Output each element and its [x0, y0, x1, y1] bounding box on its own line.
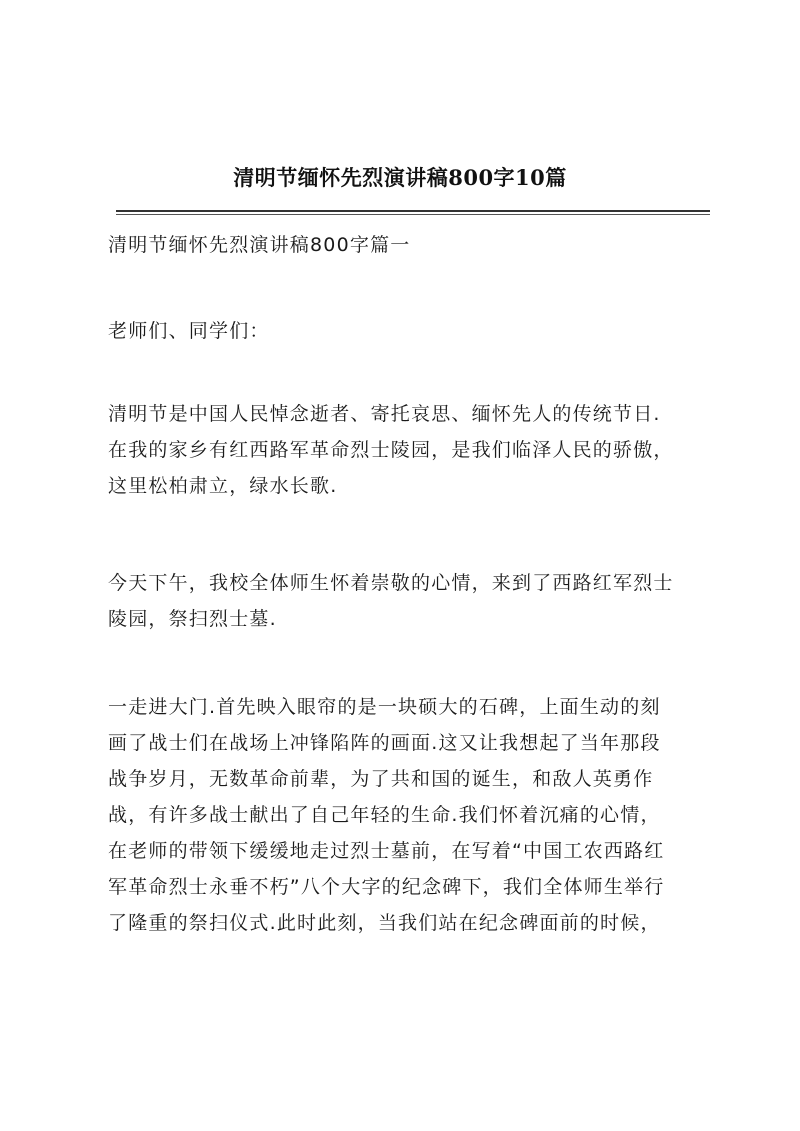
paragraph-line: 陵园，祭扫烈士墓. — [108, 608, 277, 630]
paragraph-line: 在我的家乡有红西路军革命烈士陵园，是我们临泽人民的骄傲， — [108, 439, 674, 461]
paragraph-line: 在老师的带领下缓缓地走过烈士墓前，在写着“中国工农西路红 — [108, 840, 665, 862]
document-title: 清明节缅怀先烈演讲稿800字10篇 — [233, 165, 567, 190]
paragraph-line: 一走进大门.首先映入眼帘的是一块硕大的石碑，上面生动的刻 — [108, 696, 661, 718]
paragraph-line: 战争岁月，无数革命前辈，为了共和国的诞生，和敌人英勇作 — [108, 768, 654, 790]
paragraph-line: 了隆重的祭扫仪式.此时此刻，当我们站在纪念碑面前的时候， — [108, 912, 661, 934]
title-divider-thin — [116, 214, 710, 215]
paragraph-1 — [108, 396, 708, 504]
greeting-block — [108, 313, 708, 349]
paragraph-line: 画了战士们在战场上冲锋陷阵的画面.这又让我想起了当年那段 — [108, 732, 661, 754]
paragraph-line: 战，有许多战士献出了自己年轻的生命.我们怀着沉痛的心情， — [108, 804, 661, 826]
section-heading: 清明节缅怀先烈演讲稿800字篇一 — [108, 234, 411, 256]
paragraph-line: 军革命烈士永垂不朽”八个大字的纪念碑下，我们全体师生举行 — [108, 876, 665, 898]
greeting: 老师们、同学们： — [108, 320, 270, 342]
paragraph-line: 清明节是中国人民悼念逝者、寄托哀思、缅怀先人的传统节日. — [108, 403, 661, 425]
paragraph-3 — [108, 689, 708, 941]
section-heading-block — [108, 227, 708, 263]
title-divider-thick — [116, 210, 710, 212]
paragraph-line: 今天下午，我校全体师生怀着崇敬的心情，来到了西路红军烈士 — [108, 572, 674, 594]
paragraph-2 — [108, 565, 708, 637]
paragraph-line: 这里松柏肃立，绿水长歌. — [108, 475, 338, 497]
